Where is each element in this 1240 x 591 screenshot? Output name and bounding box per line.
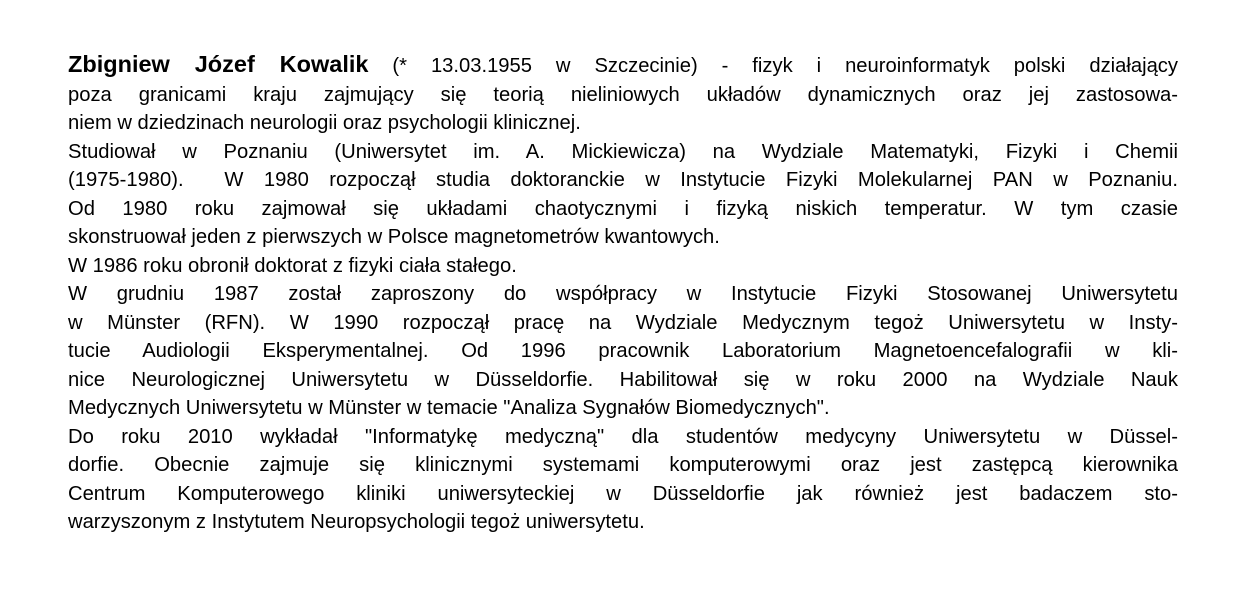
text-line: Centrum Komputerowego kliniki uniwersyteckiej w Düsseldorfie jak również jest badaczem sto- [68, 482, 1178, 505]
text-line: niem w dziedzinach neurologii oraz psychologii klinicznej. [68, 112, 581, 134]
text-line: Do roku 2010 wykładał "Informatykę medyczną" dla studentów medycyny Uniwersytetu w Düssel- [68, 425, 1178, 448]
person-name: Zbigniew Józef Kowalik [68, 51, 369, 77]
biography-text [68, 50, 1178, 537]
text-line: W grudniu 1987 został zaproszony do współpracy w Instytucie Fizyki Stosowanej Uniwersytetu [68, 283, 1178, 305]
text-line [68, 50, 1178, 81]
text-line: poza granicami kraju zajmujący się teorią nieliniowych układów dynamicznych oraz jej zastosowa- [68, 83, 1178, 106]
text-line: Od 1980 roku zajmował się układami chaotycznymi i fizyką niskich temperatur. W tym czasie [68, 197, 1178, 220]
text-line: W 1986 roku obronił doktorat z fizyki ciała stałego. [68, 254, 517, 277]
text-line: Medycznych Uniwersytetu w Münster w temacie "Analiza Sygnałów Biomedycznych". [68, 397, 830, 419]
text-line: warzyszonym z Instytutem Neuropsychologii tegoż uniwersytetu. [68, 511, 645, 533]
text-line: nice Neurologicznej Uniwersytetu w Düsseldorfie. Habilitował się w roku 2000 na Wydziale Nauk [68, 368, 1178, 391]
text-line: dorfie. Obecnie zajmuje się klinicznymi systemami komputerowymi oraz jest zastępcą kierownika [68, 454, 1178, 476]
text-line: (1975-1980). W 1980 rozpoczął studia doktoranckie w Instytucie Fizyki Molekularnej PAN w Poznaniu. [68, 169, 1178, 191]
text-line: w Münster (RFN). W 1990 rozpoczął pracę na Wydziale Medycznym tegoż Uniwersytetu w Insty- [68, 311, 1178, 334]
text-line: tucie Audiologii Eksperymentalnej. Od 1996 pracownik Laboratorium Magnetoencefalografii w kli- [68, 340, 1178, 362]
line-text: (* 13.03.1955 w Szczecinie) - fizyk i neuroinformatyk polski działający [368, 55, 1178, 77]
text-line: Studiował w Poznaniu (Uniwersytet im. A. Mickiewicza) na Wydziale Matematyki, Fizyki i Chemii [68, 140, 1178, 163]
text-line: skonstruował jeden z pierwszych w Polsce magnetometrów kwantowych. [68, 226, 720, 248]
